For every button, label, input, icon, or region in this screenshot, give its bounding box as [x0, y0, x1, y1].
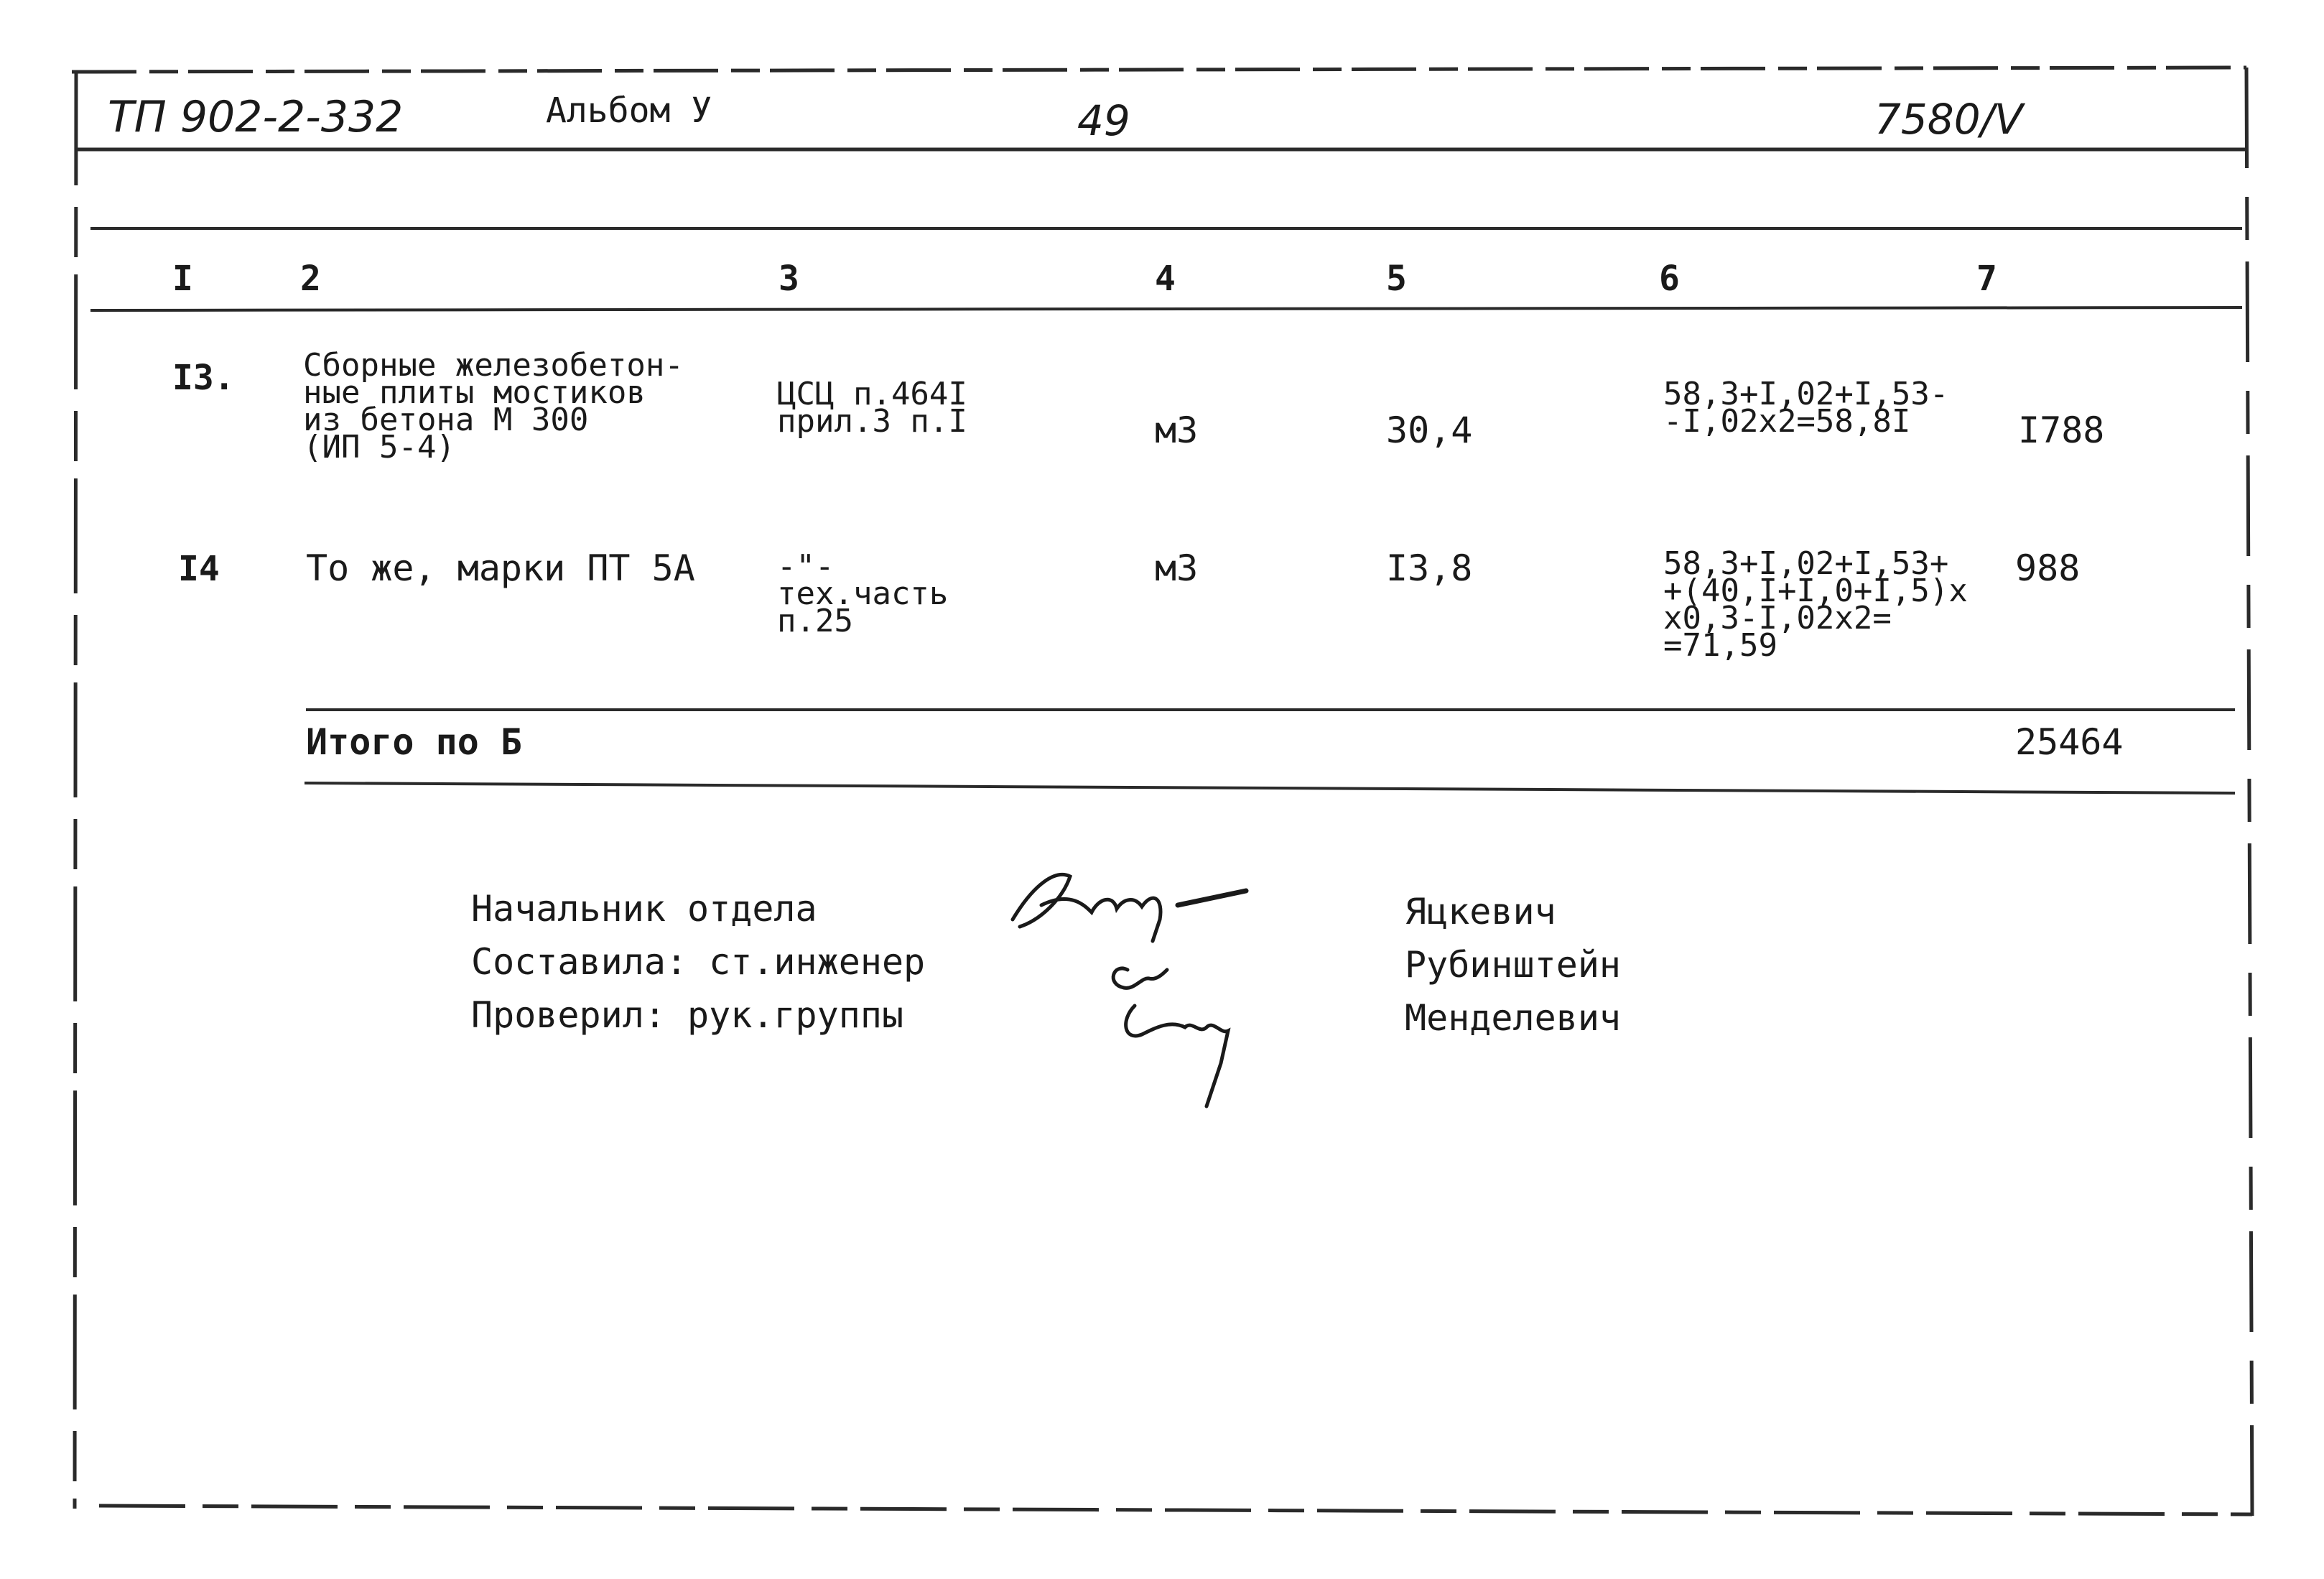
row-14-unit: м3	[1155, 547, 1199, 589]
album-label: Альбом У	[546, 91, 712, 131]
signature-role-checker: Проверил: рук.группы	[471, 994, 904, 1036]
row-14-number: I4	[178, 549, 220, 589]
row-13-unit: м3	[1155, 409, 1199, 451]
col-header-3: 3	[778, 259, 799, 299]
row-14-qty: I3,8	[1386, 547, 1473, 589]
row-13-calc: 58,3+I,02+I,53- -I,02x2=58,8I	[1663, 376, 1949, 440]
signature-name-checker: Менделевич	[1405, 997, 1622, 1039]
signature-role-head: Начальник отдела	[471, 888, 817, 930]
doc-code: ТП 902-2-332	[108, 92, 404, 142]
row-13-basis: ЦСЦ п.464I прил.3 п.I	[777, 376, 967, 440]
signature-role-compiler: Составила: ст.инженер	[471, 941, 926, 983]
total-label: Итого по Б	[306, 721, 523, 763]
handwritten-signatures	[991, 855, 1365, 1128]
row-14-name: То же, марки ПТ 5А	[306, 547, 695, 589]
row-13-number: I3.	[172, 358, 235, 398]
signature-name-compiler: Рубинштейн	[1405, 944, 1622, 986]
col-header-1: I	[172, 259, 193, 299]
col-header-6: 6	[1659, 259, 1680, 299]
row-14-basis: -"- тех.часть п.25	[777, 548, 949, 639]
row-13-name: Сборные железобетон- ные плиты мостиков из бетона М 300 (ИП 5-4)	[303, 347, 684, 466]
col-header-4: 4	[1155, 259, 1176, 299]
row-13-qty: 30,4	[1386, 409, 1473, 451]
col-header-7: 7	[1976, 259, 1997, 299]
row-13-cost: I788	[2018, 409, 2105, 451]
col-header-2: 2	[300, 259, 321, 299]
total-value: 25464	[2015, 721, 2124, 763]
signature-name-head: Яцкевич	[1405, 891, 1556, 932]
row-14-calc: 58,3+I,02+I,53+ +(40,I+I,0+I,5)x x0,3-I,02x2= =71,59	[1663, 545, 1968, 664]
archive-number: 7580/V	[1874, 95, 2023, 144]
row-14-cost: 988	[2015, 547, 2081, 589]
page-number: 49	[1077, 96, 1130, 145]
col-header-5: 5	[1386, 259, 1407, 299]
